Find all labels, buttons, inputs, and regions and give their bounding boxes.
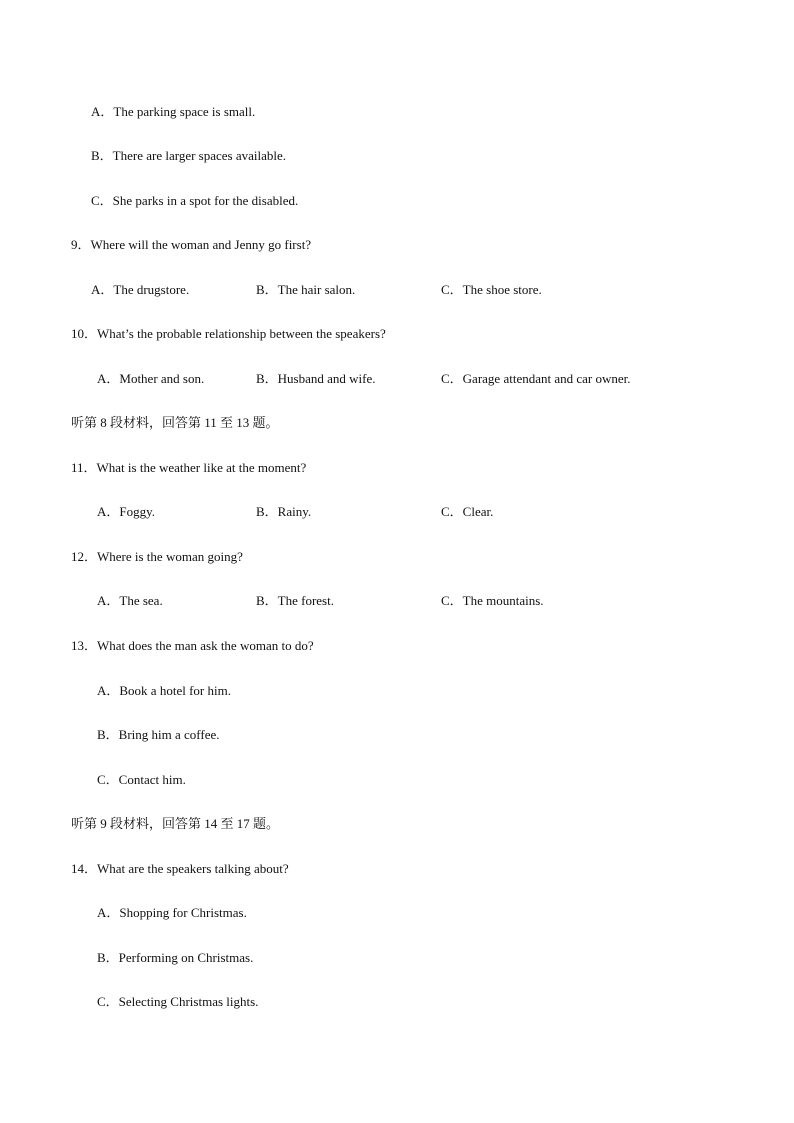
q14-option-a: A．Shopping for Christmas. <box>97 905 247 920</box>
q11-option-a: A．Foggy. <box>97 504 156 519</box>
q12-option-c: C．The mountains. <box>441 593 544 608</box>
q9-option-a: A．The drugstore. <box>91 282 190 297</box>
section-8-heading: 听第 8 段材料，回答第 11 至 13 题。 <box>71 415 279 430</box>
q9-question: 9．Where will the woman and Jenny go first? <box>71 237 312 252</box>
q10-question: 10．What’s the probable relationship between the speakers? <box>71 326 386 341</box>
q11-option-c: C．Clear. <box>441 504 494 519</box>
q11-option-b: B．Rainy. <box>256 504 312 519</box>
q13-option-b: B．Bring him a coffee. <box>97 727 220 742</box>
q14-question: 14．What are the speakers talking about? <box>71 861 289 876</box>
q14-option-c: C．Selecting Christmas lights. <box>97 994 259 1009</box>
q10-option-b: B．Husband and wife. <box>256 371 376 386</box>
q8-option-c: C．She parks in a spot for the disabled. <box>91 193 299 208</box>
q13-question: 13．What does the man ask the woman to do? <box>71 638 314 653</box>
q14-option-b: B．Performing on Christmas. <box>97 950 254 965</box>
q8-option-b: B．There are larger spaces available. <box>91 148 287 163</box>
q12-option-b: B．The forest. <box>256 593 334 608</box>
section-9-heading: 听第 9 段材料，回答第 14 至 17 题。 <box>71 816 280 831</box>
q10-option-c: C．Garage attendant and car owner. <box>441 371 631 386</box>
q13-option-c: C．Contact him. <box>97 772 186 787</box>
q12-option-a: A．The sea. <box>97 593 163 608</box>
q13-option-a: A．Book a hotel for him. <box>97 683 231 698</box>
q12-question: 12．Where is the woman going? <box>71 549 243 564</box>
q9-option-b: B．The hair salon. <box>256 282 356 297</box>
q11-question: 11．What is the weather like at the moment? <box>71 460 307 475</box>
q9-option-c: C．The shoe store. <box>441 282 542 297</box>
q10-option-a: A．Mother and son. <box>97 371 205 386</box>
q8-option-a: A．The parking space is small. <box>91 104 256 119</box>
